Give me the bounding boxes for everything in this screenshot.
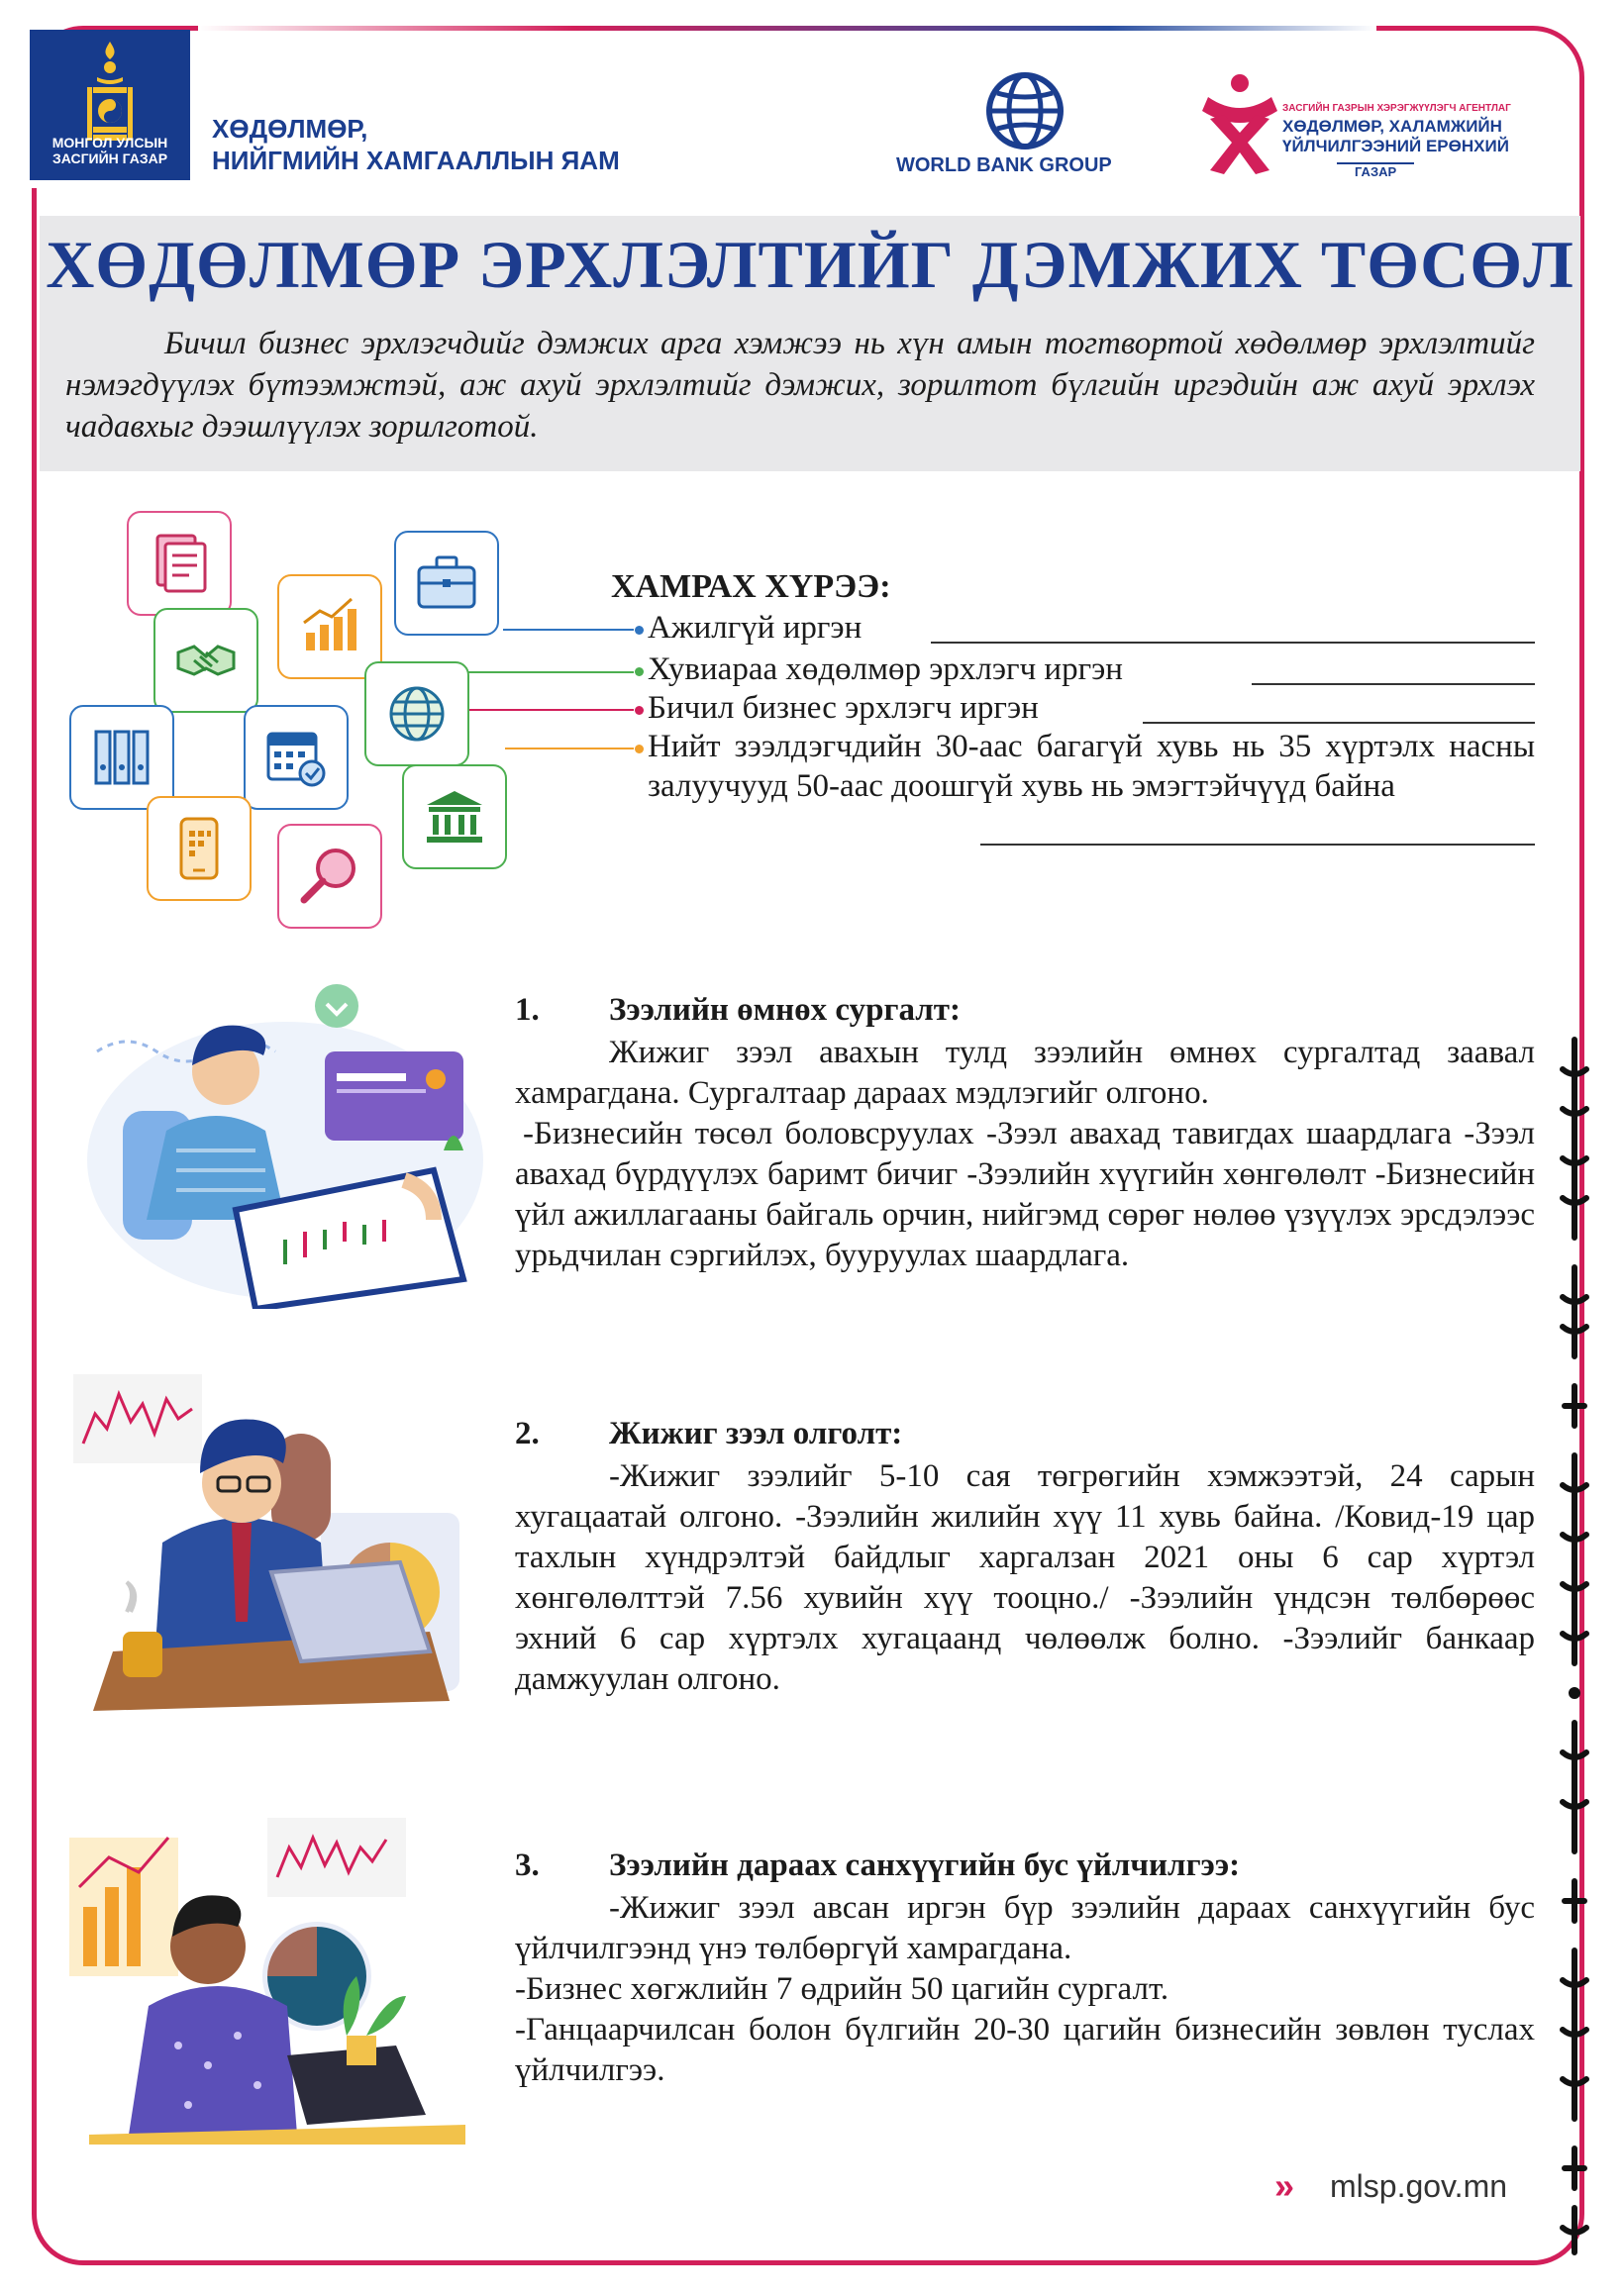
- section-number: 1.: [515, 992, 540, 1028]
- coverage-underline: [980, 844, 1535, 846]
- section-3-heading: [515, 1847, 1240, 1884]
- section-paragraph: -Жижиг зээл авсан иргэн бүр зээлийн дараах санхүүгийн бус үйлчилгээнд үнэ төлбөргүй хамрагдана.: [515, 1890, 1535, 1966]
- coverage-underline: [1252, 683, 1535, 685]
- bank-building-icon: [402, 764, 507, 869]
- section-title: Зээлийн дараах санхүүгийн бус үйлчилгээ:: [609, 1847, 1241, 1883]
- connector-blue: [503, 629, 634, 631]
- loan-issuance-illustration: [73, 1374, 469, 1731]
- coverage-item: [648, 608, 862, 648]
- coverage-bullet-green: [635, 667, 644, 676]
- coverage-bullet-orange: [635, 745, 644, 753]
- bar-chart-icon: [277, 574, 382, 679]
- magnifier-icon: [277, 824, 382, 929]
- world-bank-label: WORLD BANK GROUP: [896, 154, 1112, 176]
- agency-sub-label: ГАЗАР: [1337, 162, 1414, 179]
- top-accent-line-left: [198, 26, 574, 31]
- section-paragraph: Жижиг зээл авахын тулд зээлийн өмнөх сургалтад заавал хамрагдана. Сургалтаар дараах мэдлэгийг олгоно.: [515, 1035, 1535, 1111]
- coverage-underline: [931, 642, 1535, 644]
- coverage-title: ХАМРАХ ХҮРЭЭ:: [611, 568, 891, 605]
- agency-name-line-1: ХӨДӨЛМӨР, ХАЛАМЖИЙН: [1282, 117, 1502, 136]
- coverage-item-text: Нийт зээлдэгчдийн 30-аас багагүй хувь нь 35 хүртэлх насны залуучууд 50-аас доошгүй хувь нь эмэгтэйчүүд байна: [648, 729, 1535, 804]
- section-number: 3.: [515, 1847, 540, 1883]
- section-paragraph: -Бизнес хөгжлийн 7 өдрийн 50 цагийн сургалт.: [515, 1971, 1169, 2007]
- mongolian-script-motto: [1555, 1030, 1594, 2257]
- coverage-underline: [1143, 722, 1535, 724]
- section-1-heading: [515, 992, 961, 1029]
- section-2-heading: [515, 1416, 902, 1452]
- coverage-item: [648, 727, 1535, 806]
- coverage-item-text: Ажилгүй иргэн: [648, 610, 863, 646]
- handshake-icon: [153, 608, 258, 713]
- coverage-bullet-blue: [635, 626, 644, 635]
- agency-logo-icon: [1198, 71, 1281, 180]
- coverage-item: [648, 688, 1039, 728]
- connector-orange: [505, 748, 634, 749]
- agency-name: [1282, 117, 1509, 156]
- section-title: Зээлийн өмнөх сургалт:: [609, 992, 961, 1028]
- intro-text: Бичил бизнес эрхлэгчдийг дэмжих арга хэмжээ нь хүн амын тогтвортой хөдөлмөр эрхлэлтийг нэмэгдүүлэх бүтээмжтэй, аж ахуй эрхлэлтийг дэмжих, зорилтот бүлгийн иргэдийн аж ахуй эрхлэх чадавхыг дээшлүүлэх зорилготой.: [65, 326, 1535, 445]
- ministry-line-2: НИЙГМИЙН ХАМГААЛЛЫН ЯАМ: [212, 146, 620, 175]
- section-3-body: [515, 1888, 1535, 2091]
- training-illustration: [77, 982, 493, 1309]
- intro-paragraph: [65, 323, 1535, 448]
- connector-green: [459, 671, 634, 673]
- globe-icon: [364, 661, 469, 766]
- agency-name-line-2: ҮЙЛЧИЛГЭЭНИЙ ЕРӨНХИЙ: [1282, 137, 1509, 155]
- coverage-item-text: Хувиараа хөдөлмөр эрхлэгч иргэн: [648, 651, 1123, 687]
- world-bank-globe-icon: [985, 71, 1065, 150]
- website-link[interactable]: mlsp.gov.mn: [1330, 2168, 1508, 2204]
- gov-logo-line-2: ЗАСГИЙН ГАЗАР: [51, 150, 168, 166]
- calendar-check-icon: [244, 705, 349, 810]
- ministry-name: [212, 113, 620, 176]
- coverage-item: [648, 649, 1123, 689]
- coverage-item-text: Бичил бизнес эрхлэгч иргэн: [648, 690, 1039, 726]
- binders-icon: [69, 705, 174, 810]
- connector-pink: [468, 709, 634, 711]
- soyombo-icon: [79, 40, 141, 147]
- double-chevron-icon: »: [1274, 2165, 1295, 2206]
- section-1-body: [515, 1033, 1535, 1276]
- gov-logo-line-1: МОНГОЛ УЛСЫН: [51, 135, 168, 150]
- section-paragraph: -Ганцаарчилсан болон бүлгийн 20-30 цагийн бизнесийн зөвлөн туслах үйлчилгээ.: [515, 2012, 1535, 2088]
- top-accent-line-mid: [574, 26, 1109, 31]
- coverage-bullet-pink: [635, 706, 644, 715]
- ministry-line-1: ХӨДӨЛМӨР,: [212, 114, 368, 144]
- section-paragraph: -Жижиг зээлийг 5-10 сая төгрөгийн хэмжээтэй, 24 сарын хугацаатай олгоно. -Зээлийн жилийн хүү 11 хувь байна. /Ковид-19 цар тахлын хүндрэлтэй байдлыг харгалзан 2021 оны 6 сар хүртэл хөнгөлөлттэй 7.56 хувийн хүү тооцно./ -Зээлийн үндсэн төлбөрөөс эхний 6 сар хүртэлх хугацаанд чөлөөлж болно. -Зээлийг банкаар дамжуулан олгоно.: [515, 1458, 1535, 1697]
- section-number: 2.: [515, 1416, 540, 1451]
- section-2-body: [515, 1456, 1535, 1700]
- section-title: Жижиг зээл олголт:: [609, 1416, 903, 1451]
- agency-top-label: ЗАСГИЙН ГАЗРЫН ХЭРЭГЖҮҮЛЭГЧ АГЕНТЛАГ: [1282, 103, 1511, 114]
- non-financial-service-illustration: [69, 1818, 485, 2145]
- top-accent-line-right: [1109, 26, 1376, 31]
- document-icon: [127, 511, 232, 616]
- section-paragraph: -Бизнесийн төсөл боловсруулах -Зээл авахад тавигдах шаардлага -Зээл авахад бүрдүүлэх баримт бичиг -Зээлийн хүүгийн хөнгөлөлт -Бизнесийн үйл ажиллагааны байгаль орчин, нийгэмд сөрөг нөлөө үзүүлэх эрсдэлээс урьдчилан сэргийлэх, бууруулах шаардлага.: [515, 1116, 1535, 1273]
- government-logo: [30, 30, 190, 180]
- mobile-phone-icon: [147, 796, 252, 901]
- briefcase-icon: [394, 531, 499, 636]
- page-title: ХӨДӨЛМӨР ЭРХЛЭЛТИЙГ ДЭМЖИХ ТӨСӨЛ: [46, 227, 1574, 302]
